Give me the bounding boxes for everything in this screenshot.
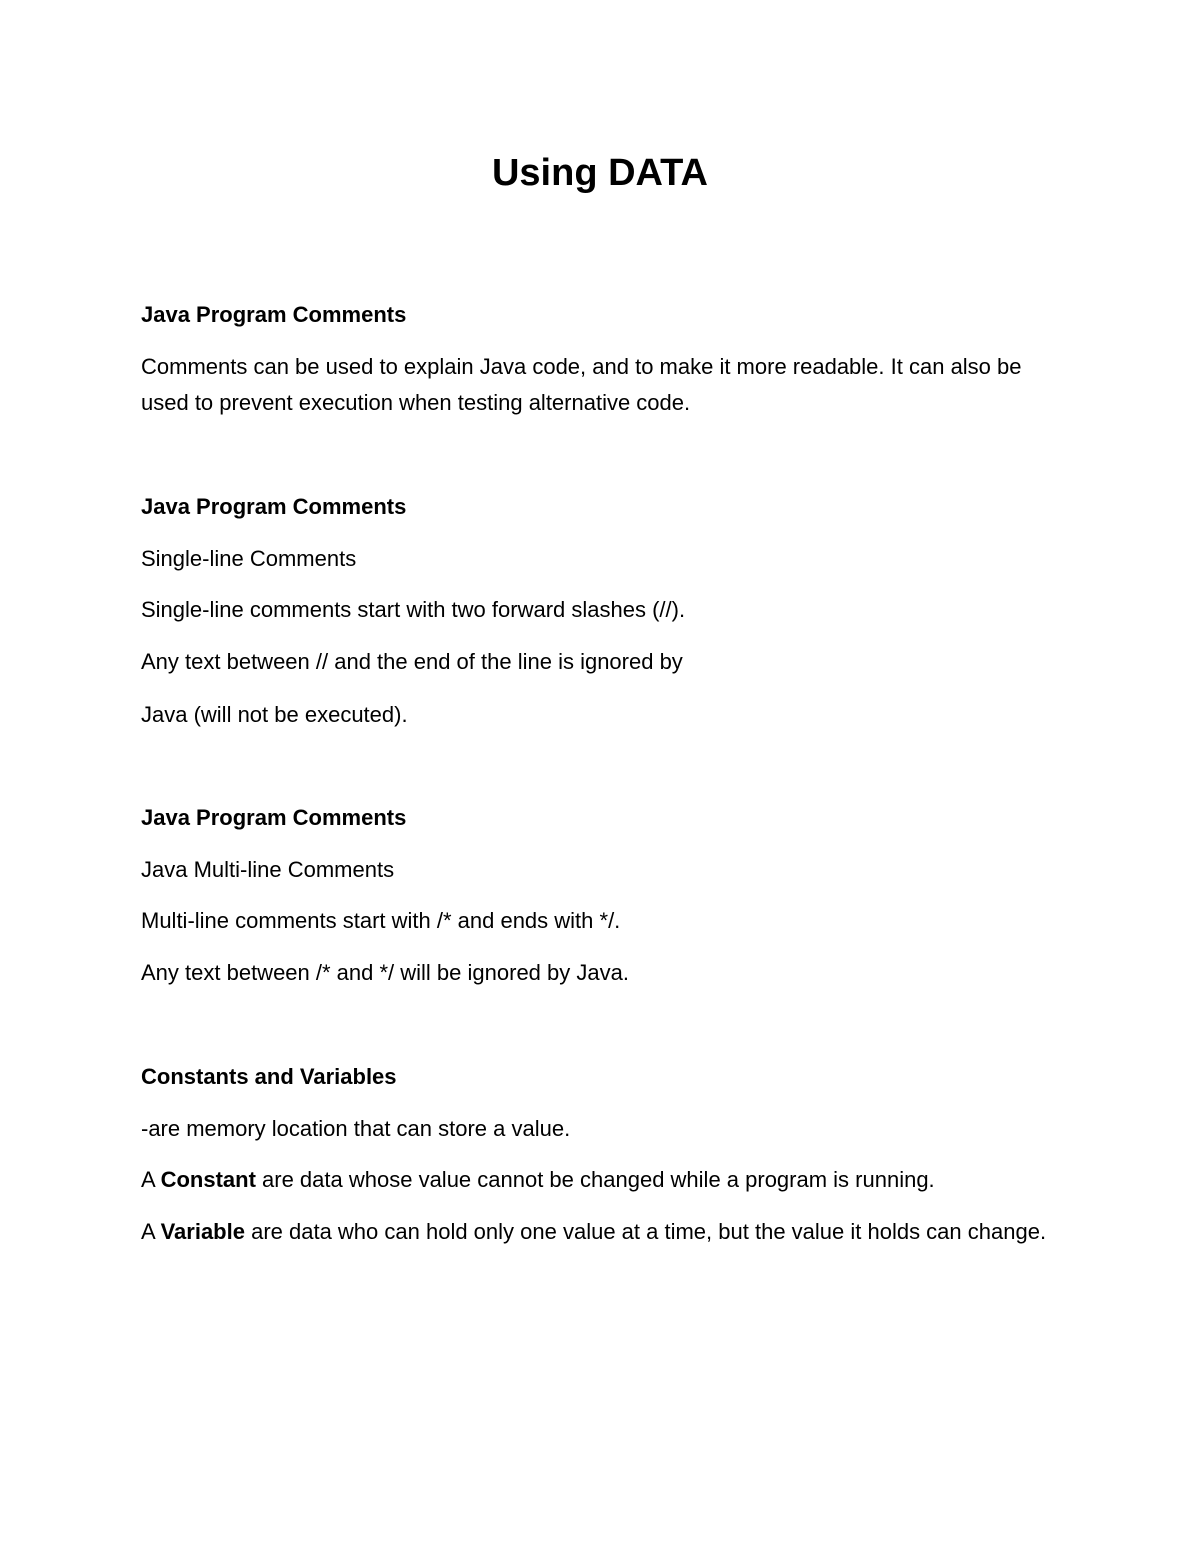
section-line: Single-line Comments — [141, 546, 357, 571]
section-line: Multi-line comments start with /* and ends with */. — [141, 908, 621, 933]
section-heading: Java Program Comments — [141, 805, 407, 830]
constant-definition — [141, 1162, 1071, 1198]
section-heading: Java Program Comments — [141, 494, 407, 519]
section-line: Java (will not be executed). — [141, 702, 408, 727]
section-line: Java Multi-line Comments — [141, 857, 395, 882]
page-title: Using DATA — [491, 152, 708, 194]
variable-rest: are data who can hold only one value at a time, but the value it holds can change. — [244, 1219, 1047, 1244]
variable-prefix: A — [141, 1219, 161, 1244]
constant-term: Constant — [160, 1167, 256, 1192]
constant-prefix: A — [141, 1167, 161, 1192]
variable-term: Variable — [160, 1219, 245, 1244]
section-heading: Java Program Comments — [141, 302, 407, 327]
section-line: Any text between /* and */ will be ignored by Java. — [141, 960, 629, 985]
section-heading: Constants and Variables — [141, 1064, 397, 1089]
section-line: Single-line comments start with two forward slashes (//). — [141, 597, 686, 622]
section-line: Any text between // and the end of the line is ignored by — [141, 649, 683, 674]
variable-definition — [141, 1214, 1071, 1250]
section-line: -are memory location that can store a value. — [141, 1116, 571, 1141]
section-paragraph: Comments can be used to explain Java code, and to make it more readable. It can also be used to prevent execution when testing alternative code. — [141, 354, 1022, 415]
constant-rest: are data whose value cannot be changed while a program is running. — [255, 1167, 935, 1192]
